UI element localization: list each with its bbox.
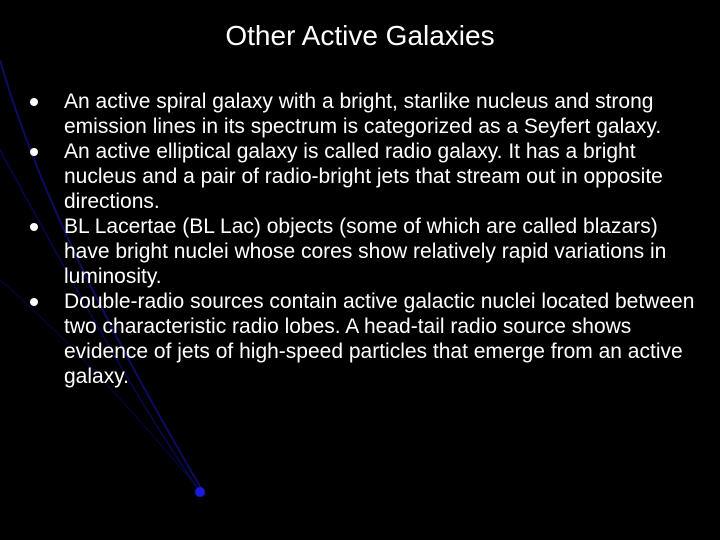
bullet-dot-icon <box>30 98 38 106</box>
swoosh-dot-icon <box>195 487 205 497</box>
bullet-text: An active elliptical galaxy is called radio galaxy. It has a bright nucleus and a pair of radio-bright jets that stream out in opposite directions. <box>64 140 663 213</box>
bullet-item <box>24 139 700 214</box>
bullet-item <box>24 89 700 139</box>
bullet-dot-icon <box>30 148 38 156</box>
bullet-item <box>24 214 700 289</box>
slide-title: Other Active Galaxies <box>225 20 495 51</box>
bullet-dot-icon <box>30 223 38 231</box>
bullet-text: Double-radio sources contain active galactic nuclei located between two characteristic radio lobes. A head-tail radio source shows evidence of jets of high-speed particles that emerge from an active galaxy. <box>64 290 695 388</box>
bullet-text: BL Lacertae (BL Lac) objects (some of which are called blazars) have bright nuclei whose cores show relatively rapid variations in luminosity. <box>64 215 667 288</box>
bullet-item <box>24 289 700 389</box>
bullet-dot-icon <box>30 298 38 306</box>
bullet-list <box>24 89 700 389</box>
bullet-text: An active spiral galaxy with a bright, starlike nucleus and strong emission lines in its spectrum is categorized as a Seyfert galaxy. <box>64 90 662 138</box>
